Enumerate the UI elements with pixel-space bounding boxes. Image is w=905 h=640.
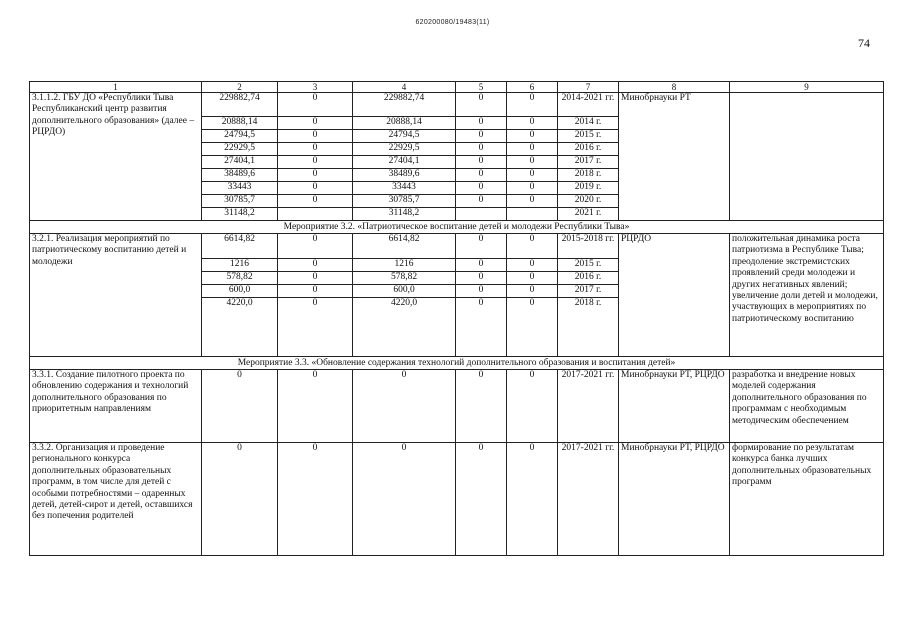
activity-description: 3.2.1. Реализация мероприятий по патриотическому воспитанию детей и молодежи xyxy=(30,234,202,357)
republic-cell: 22929,5 xyxy=(353,143,456,156)
total-cell: 33443 xyxy=(202,182,278,195)
executor-cell: Минобрнауки РТ xyxy=(619,93,730,221)
total-cell: 578,82 xyxy=(202,272,278,285)
local-cell: 0 xyxy=(456,272,507,285)
period-cell: 2014 г. xyxy=(558,117,619,130)
section-row xyxy=(30,357,884,370)
period-cell: 2015-2018 гг. xyxy=(558,234,619,259)
federal-cell xyxy=(278,208,353,221)
header-cell: 5 xyxy=(456,82,507,93)
republic-cell: 0 xyxy=(353,443,456,556)
total-cell: 229882,74 xyxy=(202,93,278,117)
extra-cell: 0 xyxy=(507,130,558,143)
activity-description: 3.3.2. Организация и проведение регионального конкурса дополнительных образовательных программ, в том числе для детей с особыми потребностями – одаренных детей, детей-сирот и детей, оставшихся без попечения родителей xyxy=(30,443,202,556)
total-cell: 0 xyxy=(202,370,278,443)
table-row xyxy=(30,443,884,556)
total-cell: 600,0 xyxy=(202,285,278,298)
local-cell: 0 xyxy=(456,234,507,259)
section-row xyxy=(30,221,884,234)
extra-cell xyxy=(507,208,558,221)
republic-cell: 6614,82 xyxy=(353,234,456,259)
federal-cell: 0 xyxy=(278,156,353,169)
federal-cell: 0 xyxy=(278,259,353,272)
local-cell: 0 xyxy=(456,298,507,357)
federal-cell: 0 xyxy=(278,182,353,195)
total-cell: 27404,1 xyxy=(202,156,278,169)
period-cell: 2018 г. xyxy=(558,169,619,182)
section-title: Мероприятие 3.2. «Патриотическое воспитание детей и молодежи Республики Тыва» xyxy=(30,221,884,234)
republic-cell: 33443 xyxy=(353,182,456,195)
total-cell: 38489,6 xyxy=(202,169,278,182)
republic-cell: 20888,14 xyxy=(353,117,456,130)
federal-cell: 0 xyxy=(278,169,353,182)
extra-cell: 0 xyxy=(507,298,558,357)
total-cell: 31148,2 xyxy=(202,208,278,221)
republic-cell: 1216 xyxy=(353,259,456,272)
extra-cell: 0 xyxy=(507,195,558,208)
local-cell: 0 xyxy=(456,285,507,298)
local-cell: 0 xyxy=(456,130,507,143)
header-cell: 3 xyxy=(278,82,353,93)
activity-description: 3.1.1.2. ГБУ ДО «Республики Тыва Республиканский центр развития дополнительного образования» (далее – РЦРДО) xyxy=(30,93,202,221)
republic-cell: 38489,6 xyxy=(353,169,456,182)
header-cell: 9 xyxy=(730,82,884,93)
total-cell: 1216 xyxy=(202,259,278,272)
executor-cell: РЦРДО xyxy=(619,234,730,357)
federal-cell: 0 xyxy=(278,285,353,298)
total-cell: 22929,5 xyxy=(202,143,278,156)
period-cell: 2017 г. xyxy=(558,285,619,298)
republic-cell: 600,0 xyxy=(353,285,456,298)
federal-cell: 0 xyxy=(278,370,353,443)
header-cell: 6 xyxy=(507,82,558,93)
local-cell: 0 xyxy=(456,195,507,208)
total-cell: 20888,14 xyxy=(202,117,278,130)
extra-cell: 0 xyxy=(507,285,558,298)
extra-cell: 0 xyxy=(507,93,558,117)
extra-cell: 0 xyxy=(507,169,558,182)
total-cell: 30785,7 xyxy=(202,195,278,208)
result-cell: разработка и внедрение новых моделей содержания дополнительного образования по программам с необходимым методическим обеспечением xyxy=(730,370,884,443)
header-cell: 4 xyxy=(353,82,456,93)
local-cell: 0 xyxy=(456,259,507,272)
period-cell: 2021 г. xyxy=(558,208,619,221)
extra-cell: 0 xyxy=(507,272,558,285)
table-row xyxy=(30,370,884,443)
header-cell: 1 xyxy=(30,82,202,93)
local-cell: 0 xyxy=(456,143,507,156)
period-cell: 2018 г. xyxy=(558,298,619,357)
federal-cell: 0 xyxy=(278,298,353,357)
period-cell: 2016 г. xyxy=(558,272,619,285)
republic-cell: 30785,7 xyxy=(353,195,456,208)
local-cell: 0 xyxy=(456,370,507,443)
extra-cell: 0 xyxy=(507,143,558,156)
extra-cell: 0 xyxy=(507,259,558,272)
local-cell xyxy=(456,208,507,221)
federal-cell: 0 xyxy=(278,443,353,556)
header-cell: 7 xyxy=(558,82,619,93)
extra-cell: 0 xyxy=(507,443,558,556)
extra-cell: 0 xyxy=(507,182,558,195)
republic-cell: 4220,0 xyxy=(353,298,456,357)
period-cell: 2017-2021 гг. xyxy=(558,370,619,443)
republic-cell: 578,82 xyxy=(353,272,456,285)
period-cell: 2015 г. xyxy=(558,130,619,143)
table-row xyxy=(30,93,884,117)
federal-cell: 0 xyxy=(278,130,353,143)
extra-cell: 0 xyxy=(507,156,558,169)
local-cell: 0 xyxy=(456,443,507,556)
republic-cell: 31148,2 xyxy=(353,208,456,221)
period-cell: 2020 г. xyxy=(558,195,619,208)
period-cell: 2019 г. xyxy=(558,182,619,195)
local-cell: 0 xyxy=(456,156,507,169)
executor-cell: Минобрнауки РТ, РЦРДО xyxy=(619,370,730,443)
period-cell: 2015 г. xyxy=(558,259,619,272)
federal-cell: 0 xyxy=(278,272,353,285)
header-cell: 8 xyxy=(619,82,730,93)
program-table xyxy=(29,81,884,556)
executor-cell: Минобрнауки РТ, РЦРДО xyxy=(619,443,730,556)
republic-cell: 229882,74 xyxy=(353,93,456,117)
federal-cell: 0 xyxy=(278,93,353,117)
federal-cell: 0 xyxy=(278,117,353,130)
federal-cell: 0 xyxy=(278,234,353,259)
period-cell: 2017-2021 гг. xyxy=(558,443,619,556)
federal-cell: 0 xyxy=(278,195,353,208)
section-title: Мероприятие 3.3. «Обновление содержания технологий дополнительного образования и воспитания детей» xyxy=(30,357,884,370)
extra-cell: 0 xyxy=(507,117,558,130)
activity-description: 3.3.1. Создание пилотного проекта по обновлению содержания и технологий дополнительного образования по приоритетным направлениям xyxy=(30,370,202,443)
republic-cell: 0 xyxy=(353,370,456,443)
extra-cell: 0 xyxy=(507,370,558,443)
extra-cell: 0 xyxy=(507,234,558,259)
local-cell: 0 xyxy=(456,117,507,130)
header-row xyxy=(30,82,884,93)
result-cell: положительная динамика роста патриотизма в Республике Тыва; преодоление экстремистских проявлений среди молодежи и других негативных явлений; увеличение доли детей и молодежи, участвующих в мероприятиях по патриотическому воспитанию xyxy=(730,234,884,357)
page-number: 74 xyxy=(858,36,870,50)
period-cell: 2014-2021 гг. xyxy=(558,93,619,117)
total-cell: 6614,82 xyxy=(202,234,278,259)
local-cell: 0 xyxy=(456,182,507,195)
local-cell: 0 xyxy=(456,169,507,182)
table-row xyxy=(30,234,884,259)
result-cell xyxy=(730,93,884,221)
period-cell: 2017 г. xyxy=(558,156,619,169)
header-cell: 2 xyxy=(202,82,278,93)
republic-cell: 27404,1 xyxy=(353,156,456,169)
total-cell: 24794,5 xyxy=(202,130,278,143)
federal-cell: 0 xyxy=(278,143,353,156)
local-cell: 0 xyxy=(456,93,507,117)
document-id: 620200080/19483(11) xyxy=(415,19,490,26)
total-cell: 0 xyxy=(202,443,278,556)
period-cell: 2016 г. xyxy=(558,143,619,156)
total-cell: 4220,0 xyxy=(202,298,278,357)
republic-cell: 24794,5 xyxy=(353,130,456,143)
result-cell: формирование по результатам конкурса банка лучших дополнительных образовательных программ xyxy=(730,443,884,556)
